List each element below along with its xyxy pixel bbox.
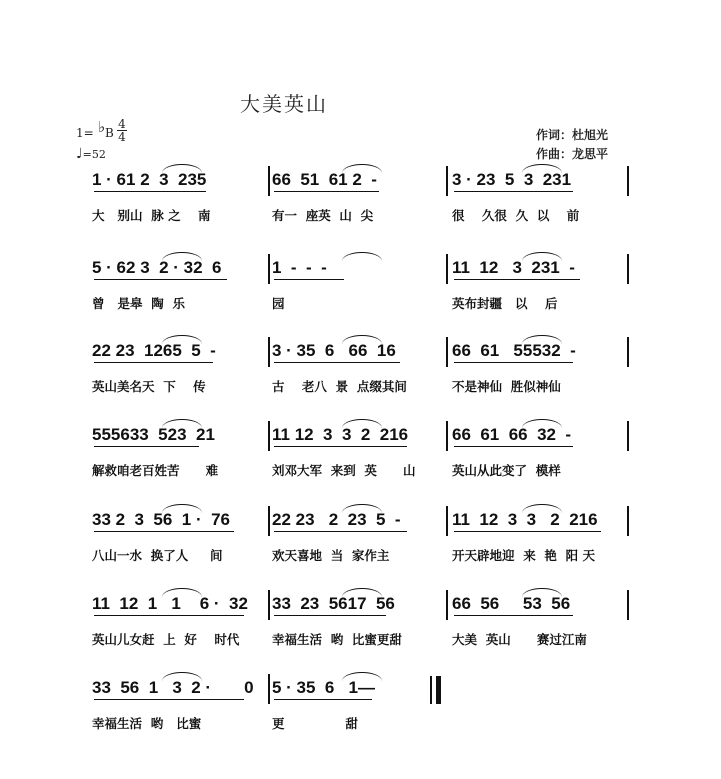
key-prefix: 1=: [76, 126, 94, 140]
notes-row7-m2: 5 · 35 6 1—: [272, 678, 375, 697]
time-signature: [117, 118, 127, 143]
slur-arc: [522, 504, 562, 513]
barline: [627, 590, 629, 620]
underline-beam: [94, 615, 244, 616]
notes-row3-m1: 22 23 1265 5 -: [92, 341, 216, 360]
notes-row5-m3: 11 12 3 3 2 216: [452, 510, 598, 529]
tempo-value: =52: [82, 148, 106, 161]
barline: [268, 421, 270, 451]
tempo-marking: [76, 146, 106, 162]
barline: [446, 421, 448, 451]
underline-beam: [274, 615, 386, 616]
underline-beam: [454, 362, 573, 363]
notes-row5-m1: 33 2 3 56 1 · 76: [92, 510, 230, 529]
underline-beam: [94, 699, 244, 700]
slur-arc: [162, 252, 202, 261]
song-title: 大美英山: [240, 92, 328, 116]
slur-arc: [162, 164, 202, 173]
underline-beam: [454, 191, 573, 192]
notes-row3-m2: 3 · 35 6 66 16: [272, 341, 396, 360]
lyrics-row3-m1: 英山美名天 下 传: [92, 379, 206, 394]
slur-arc: [342, 252, 382, 261]
slur-arc: [342, 164, 382, 173]
slur-arc: [342, 335, 382, 344]
barline: [627, 506, 629, 536]
barline: [446, 254, 448, 284]
quarter-note-icon: ♩: [76, 146, 83, 162]
barline: [627, 166, 629, 196]
credits: [536, 126, 608, 164]
slur-arc: [342, 419, 382, 428]
lyrics-row4-m2: 刘邓大军 来到 英 山: [272, 463, 416, 478]
notes-row1-m3: 3 · 23 5 3 231: [452, 170, 572, 189]
lyrics-row1-m2: 有一 座英 山 尖: [272, 208, 374, 223]
barline: [446, 337, 448, 367]
slur-arc: [162, 335, 202, 344]
lyrics-row4-m1: 解救咱老百姓苦 难: [92, 463, 219, 478]
barline: [446, 590, 448, 620]
underline-beam: [94, 362, 213, 363]
barline: [268, 254, 270, 284]
slur-arc: [522, 419, 562, 428]
composer: 作曲：龙思平: [536, 147, 609, 161]
underline-beam: [274, 191, 379, 192]
barline: [268, 674, 270, 704]
barline: [268, 166, 270, 196]
notes-row5-m2: 22 23 2 23 5 -: [272, 510, 401, 529]
slur-arc: [162, 504, 202, 513]
underline-beam: [94, 446, 199, 447]
lyrics-row2-m2: 园: [272, 296, 285, 311]
notes-row4-m3: 66 61 66 32 -: [452, 425, 572, 444]
lyrics-row5-m3: 开天辟地迎 来 艳 阳 天: [452, 548, 595, 563]
lyrics-row1-m3: 很 久很 久 以 前: [452, 208, 580, 223]
slur-arc: [522, 252, 562, 261]
barline: [268, 337, 270, 367]
barline: [627, 421, 629, 451]
notes-row6-m3: 66 56 53 56: [452, 594, 571, 613]
slur-arc: [162, 419, 202, 428]
barline: [446, 166, 448, 196]
slur-arc: [342, 672, 382, 681]
notes-row2-m3: 11 12 3 231 -: [452, 258, 575, 277]
barline: [268, 506, 270, 536]
underline-beam: [274, 531, 407, 532]
barline: [446, 506, 448, 536]
lyrics-row2-m1: 曾 是皋 陶 乐: [92, 296, 185, 311]
notes-row6-m1: 11 12 1 1 6 · 32: [92, 594, 248, 613]
underline-beam: [274, 699, 372, 700]
notes-row6-m2: 33 23 5617 56: [272, 594, 395, 613]
underline-beam: [274, 279, 344, 280]
notes-row2-m2: 1 - - -: [272, 258, 327, 277]
underline-beam: [94, 279, 227, 280]
notes-row2-m1: 5 · 62 3 2 · 32 6: [92, 258, 222, 277]
lyrics-row6-m1: 英山儿女赶 上 好 时代: [92, 632, 240, 647]
slur-arc: [522, 164, 562, 173]
barline: [627, 254, 629, 284]
time-bottom: 4: [118, 130, 126, 144]
barline: [627, 337, 629, 367]
underline-beam: [454, 615, 573, 616]
notes-row3-m3: 66 61 55532 -: [452, 341, 576, 360]
notes-row1-m2: 66 51 61 2 -: [272, 170, 377, 189]
slur-arc: [522, 335, 562, 344]
notes-row4-m1: 555633 523 21: [92, 425, 215, 444]
notes-row1-m1: 1 · 61 2 3 235: [92, 170, 207, 189]
lyrics-row1-m1: 大 别山 脉 之 南: [92, 208, 211, 223]
lyrics-row7-m2: 更 甜: [272, 716, 358, 731]
lyrics-row3-m3: 不是神仙 胜似神仙: [452, 379, 561, 394]
flat-icon: ♭: [98, 118, 106, 136]
slur-arc: [522, 588, 562, 597]
underline-beam: [94, 531, 234, 532]
lyrics-row5-m2: 欢天喜地 当 家作主: [272, 548, 390, 563]
slur-arc: [162, 588, 202, 597]
notes-row7-m1: 33 56 1 3 2 · 0: [92, 678, 254, 697]
underline-beam: [454, 531, 601, 532]
lyrics-row3-m2: 古 老八 景 点缀其间: [272, 379, 407, 394]
underline-beam: [274, 446, 407, 447]
key-name: B: [105, 126, 114, 140]
lyrics-row2-m3: 英布封疆 以 后: [452, 296, 558, 311]
slur-arc: [342, 504, 382, 513]
lyrics-row5-m1: 八山一水 换了人 间: [92, 548, 223, 563]
lyrics-row7-m1: 幸福生活 哟 比蜜: [92, 716, 202, 731]
time-top: 4: [118, 117, 126, 131]
lyrics-row6-m2: 幸福生活 哟 比蜜更甜: [272, 632, 402, 647]
slur-arc: [342, 588, 382, 597]
lyrics-row6-m3: 大美 英山 赛过江南: [452, 632, 587, 647]
underline-beam: [274, 362, 400, 363]
lyricist: 作词：杜旭光: [536, 128, 609, 142]
underline-beam: [454, 446, 573, 447]
barline: [268, 590, 270, 620]
underline-beam: [454, 279, 580, 280]
lyrics-row4-m3: 英山从此变了 模样: [452, 463, 561, 478]
notes-row4-m2: 11 12 3 3 2 216: [272, 425, 409, 444]
slur-arc: [162, 672, 202, 681]
underline-beam: [94, 191, 206, 192]
